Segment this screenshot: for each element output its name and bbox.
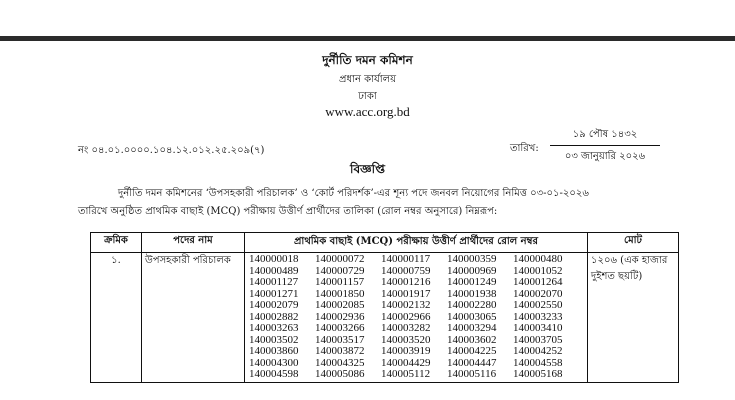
roll-number: 140000489 (249, 264, 299, 277)
date-block (550, 127, 660, 165)
organization-name: দুর্নীতি দমন কমিশন (322, 53, 413, 67)
office-name: প্রধান কার্যালয় (338, 74, 396, 85)
date-bangla: ১৯ পৌষ ১৪৩২ (572, 129, 638, 140)
roll-number: 140005112 (381, 368, 431, 380)
roll-number: 140003502 (249, 333, 299, 346)
row-total-text: ১২০৬ (এক হাজার দুইশত ছয়টি) (591, 255, 668, 282)
date-label: তারিখ: (510, 143, 539, 154)
header-rolls: প্রাথমিক বাছাই (MCQ) পরীক্ষায় উত্তীর্ণ প্রার্থীদের রোল নম্বর (245, 233, 588, 253)
roll-number: 140002280 (447, 299, 497, 311)
table-header-row (91, 233, 679, 253)
roll-number: 140003266 (315, 322, 365, 334)
notice-heading: বিজ্ঞপ্তি (350, 162, 385, 176)
header-total: মোট (588, 233, 679, 253)
roll-number: 140002070 (513, 287, 563, 300)
roll-number: 140003919 (381, 345, 431, 357)
roll-number: 140001157 (315, 276, 365, 288)
roll-number: 140001127 (249, 276, 299, 288)
roll-number: 140000480 (513, 253, 563, 265)
roll-number: 140002550 (513, 299, 563, 311)
row-total (588, 253, 679, 383)
notice-line-1: দুর্নীতি দমন কমিশনের ‘উপসহকারী পরিচালক’ ও ‘কোর্ট পরিদর্শক’-এর শূন্য পদে জনবল নিয়োগের নিমিত্ত ০৩-০১-২০২৬ (118, 188, 589, 199)
roll-number: 140003263 (249, 322, 299, 334)
roll-number: 140004447 (447, 356, 497, 369)
results-table (90, 232, 679, 383)
roll-number: 140001271 (249, 287, 299, 300)
roll-number: 140000018 (249, 253, 299, 265)
roll-number: 140005116 (447, 368, 497, 380)
roll-number: 140002132 (381, 299, 431, 311)
roll-number: 140003294 (447, 322, 497, 334)
date-divider (550, 145, 660, 146)
roll-number: 140004252 (513, 345, 563, 357)
roll-number: 140003410 (513, 322, 563, 334)
roll-number: 140003065 (447, 310, 497, 323)
notice-line-2: তারিখে অনুষ্ঠিত প্রাথমিক বাছাই (MCQ) পরীক্ষায় উত্তীর্ণ প্রার্থীদের তালিকা (রোল নম্বর অনুসারে) নিম্নরূপ: (78, 206, 498, 217)
memo-number: নং ০৪.০১.০০০০.১০৪.১২.০১২.২৫.২০৯(৭) (78, 145, 265, 156)
row-serial: ১. (91, 253, 142, 383)
roll-number: 140003233 (513, 310, 563, 323)
roll-number: 140000969 (447, 264, 497, 277)
roll-number: 140002936 (315, 310, 365, 323)
table-row (91, 253, 679, 383)
roll-number: 140004325 (315, 356, 365, 369)
row-rolls-cell (245, 253, 588, 383)
header-serial: ক্রমিক (91, 233, 142, 253)
roll-number: 140002079 (249, 299, 299, 311)
roll-number-grid (249, 254, 583, 381)
roll-number: 140001249 (447, 276, 497, 288)
roll-number: 140003520 (381, 333, 431, 346)
roll-number: 140005168 (513, 368, 563, 380)
roll-number: 140003860 (249, 345, 299, 357)
roll-number: 140001938 (447, 287, 497, 300)
date-gregorian: ০৩ জানুয়ারি ২০২৬ (564, 151, 646, 162)
roll-number: 140000359 (447, 253, 497, 265)
roll-number: 140000729 (315, 264, 365, 277)
roll-number: 140003282 (381, 322, 431, 334)
city-name: ঢাকা (358, 91, 377, 102)
roll-number: 140004225 (447, 345, 497, 357)
header-post: পদের নাম (142, 233, 245, 253)
roll-number: 140002966 (381, 310, 431, 323)
roll-number: 140003872 (315, 345, 365, 357)
roll-number: 140000072 (315, 253, 365, 265)
roll-number: 140003705 (513, 333, 563, 346)
roll-number: 140001264 (513, 276, 563, 288)
roll-number: 140001850 (315, 287, 365, 300)
roll-number: 140004429 (381, 356, 431, 369)
roll-number: 140004300 (249, 356, 299, 369)
website-url: www.acc.org.bd (325, 104, 410, 119)
roll-number: 140001052 (513, 264, 563, 277)
roll-number: 140003517 (315, 333, 365, 346)
row-post: উপসহকারী পরিচালক (142, 253, 245, 383)
top-border-bar (0, 36, 735, 41)
roll-number: 140003602 (447, 333, 497, 346)
roll-number: 140002882 (249, 310, 299, 323)
roll-number: 140000117 (381, 253, 431, 265)
roll-number: 140001216 (381, 276, 431, 288)
roll-number: 140000759 (381, 264, 431, 277)
roll-number: 140002085 (315, 299, 365, 311)
roll-number: 140004558 (513, 356, 563, 369)
notice-paragraph (78, 185, 698, 221)
roll-number: 140005086 (315, 368, 365, 380)
roll-number: 140001917 (381, 287, 431, 300)
roll-number: 140004598 (249, 368, 299, 380)
